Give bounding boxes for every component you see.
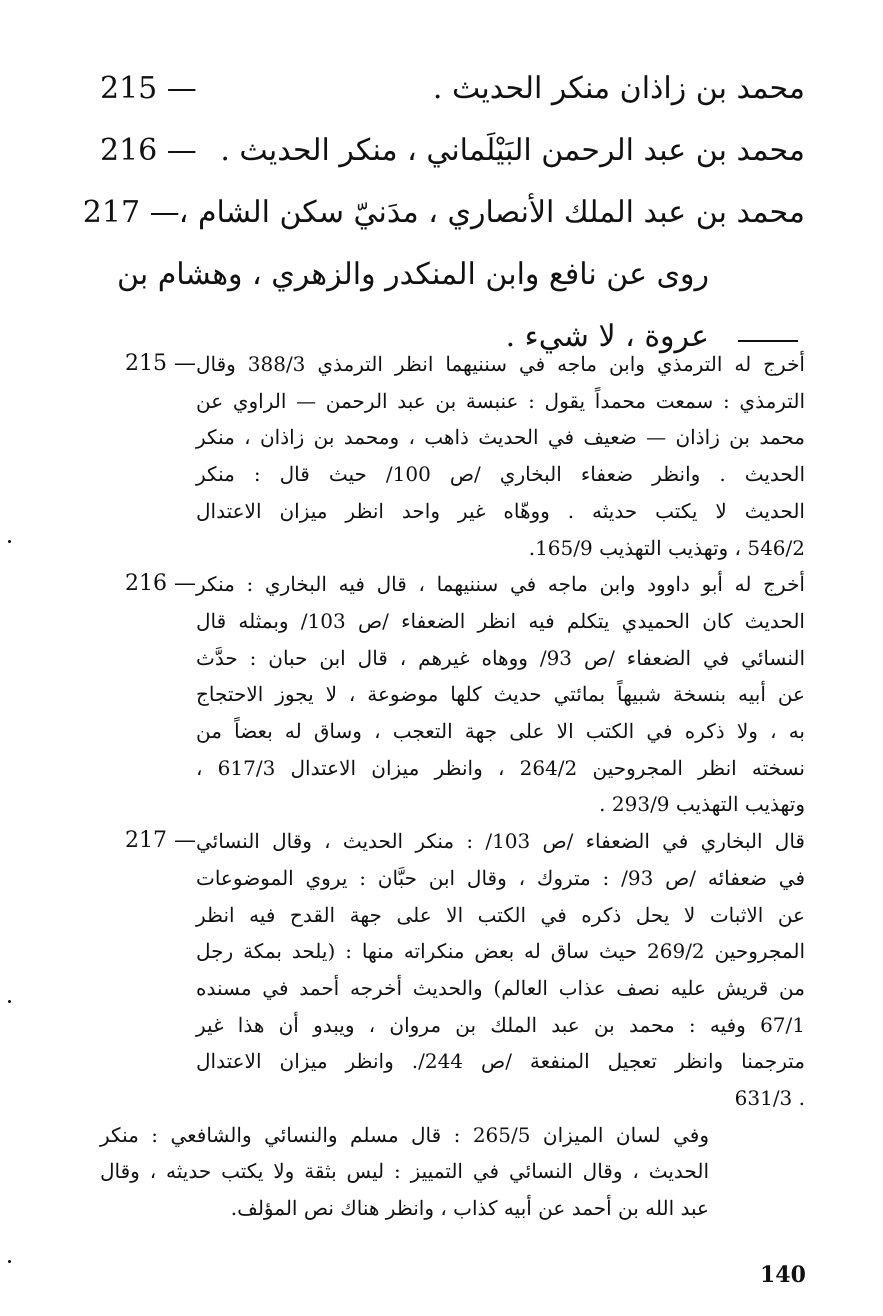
footnote-line: في ضعفائه /ص 93/ : متروك ، وقال ابن حبَّان : يروي الموضوعات <box>196 865 806 890</box>
main-entry-216 <box>100 120 805 182</box>
footnote-217 <box>100 823 805 1117</box>
main-entry-215 <box>100 58 805 120</box>
footnote-line: أخرج له الترمذي وابن ماجه في سننيهما انظر الترمذي 388/3 وقال <box>196 352 805 376</box>
footnote-line: المجروحين 269/2 حيث ساق له بعض منكراته منها : (يلحد بمكة رجل <box>196 939 806 964</box>
main-entry-text: محمد بن عبد الرحمن البَيْلَماني ، منكر الحديث . <box>220 133 805 168</box>
footnote-line: نسخته انظر المجروحين 264/2 ، وانظر ميزان الاعتدال 617/3 ، <box>196 755 805 780</box>
footnote-215 <box>100 346 805 566</box>
footnote-line: محمد بن زاذان — ضعيف في الحديث ذاهب ، ومحمد بن زاذان ، منكر <box>196 425 805 450</box>
footnote-line: الحديث . وانظر ضعفاء البخاري /ص 100/ حيث قال : منكر <box>196 462 805 487</box>
footnote-line: الحديث كان الحميدي يتكلم فيه انظر الضعفاء /ص 103/ وبمثله قال <box>196 608 805 633</box>
footnote-line: عبد الله بن أحمد عن أبيه كذاب ، وانظر هناك نص المؤلف. <box>230 1196 709 1221</box>
footnote-line: عن أبيه بنسخة شبيهاً بمائتي حديث كلها موضوعة ، لا يجوز الاحتجاج <box>196 682 805 707</box>
footnote-line: وتهذيب التهذيب 293/9 . <box>599 792 805 817</box>
footnote-line: 546/2 ، وتهذيب التهذيب 165/9. <box>528 535 805 560</box>
main-entry-number: 215 — <box>100 71 197 106</box>
footnote-line: الترمذي : سمعت محمداً يقول : عنبسة بن عبد الرحمن — الراوي عن <box>196 388 805 413</box>
footnotes <box>100 346 805 1227</box>
footnote-line: الحديث لا يكتب حديثه . ووهّاه غير واحد انظر ميزان الاعتدال <box>196 498 805 523</box>
scan-speck <box>8 1000 11 1003</box>
footnote-line: عن الاثبات لا يحل ذكره في الكتب الا على جهة القدح فيه انظر <box>196 902 805 927</box>
footnote-line: به ، ولا ذكره في الكتب الا على جهة التعجب ، وساق له بعضاً من <box>196 719 805 744</box>
footnote-number: 217 — <box>125 828 196 854</box>
page-number: 140 <box>760 1262 806 1288</box>
footnote-line: قال البخاري في الضعفاء /ص 103/ : منكر الحديث ، وقال النسائي <box>196 829 805 854</box>
footnote-216 <box>100 566 805 823</box>
main-entry-text: محمد بن عبد الملك الأنصاري ، مدَنيّ سكن الشام ، <box>178 195 805 230</box>
main-entry-217 <box>82 182 805 244</box>
main-entry-continuation: روى عن نافع وابن المنكدر والزهري ، وهشام بن <box>117 257 709 292</box>
main-entry-continuation: عروة ، لا شيء . <box>505 319 709 354</box>
footnote-extra <box>100 1117 805 1227</box>
footnote-number: 216 — <box>125 571 196 597</box>
footnote-line: وفي لسان الميزان 265/5 : قال مسلم والنسائي والشافعي : منكر <box>100 1122 709 1147</box>
main-entry-number: 217 — <box>82 195 180 230</box>
footnote-line: النسائي في الضعفاء /ص 93/ ووهاه غيرهم ، قال ابن حبان : حدَّث <box>196 645 806 670</box>
footnote-line: الحديث ، وقال النسائي في التمييز : ليس بثقة ولا يكتب حديثه ، وقال <box>100 1159 709 1184</box>
footnote-line: أخرج له أبو داوود وابن ماجه في سننيهما ، قال فيه البخاري : منكر <box>196 572 805 597</box>
footnote-separator <box>738 340 798 342</box>
main-entries <box>82 58 805 368</box>
scan-speck <box>8 540 11 543</box>
footnote-line: مترجمنا وانظر تعجيل المنفعة /ص 244/. وانظر ميزان الاعتدال <box>196 1049 806 1074</box>
footnote-line: . 631/3 <box>734 1086 805 1111</box>
footnote-line: 67/1 وفيه : محمد بن عبد الملك بن مروان ، ويبدو أن هذا غير <box>196 1012 805 1037</box>
footnote-line: من قريش عليه نصف عذاب العالم) والحديث أخرجه أحمد في مسنده <box>196 975 805 1000</box>
scan-speck <box>8 1260 11 1263</box>
footnote-number: 215 — <box>125 351 196 376</box>
main-entry-text: محمد بن زاذان منكر الحديث . <box>432 71 805 106</box>
main-entry-number: 216 — <box>100 133 197 168</box>
